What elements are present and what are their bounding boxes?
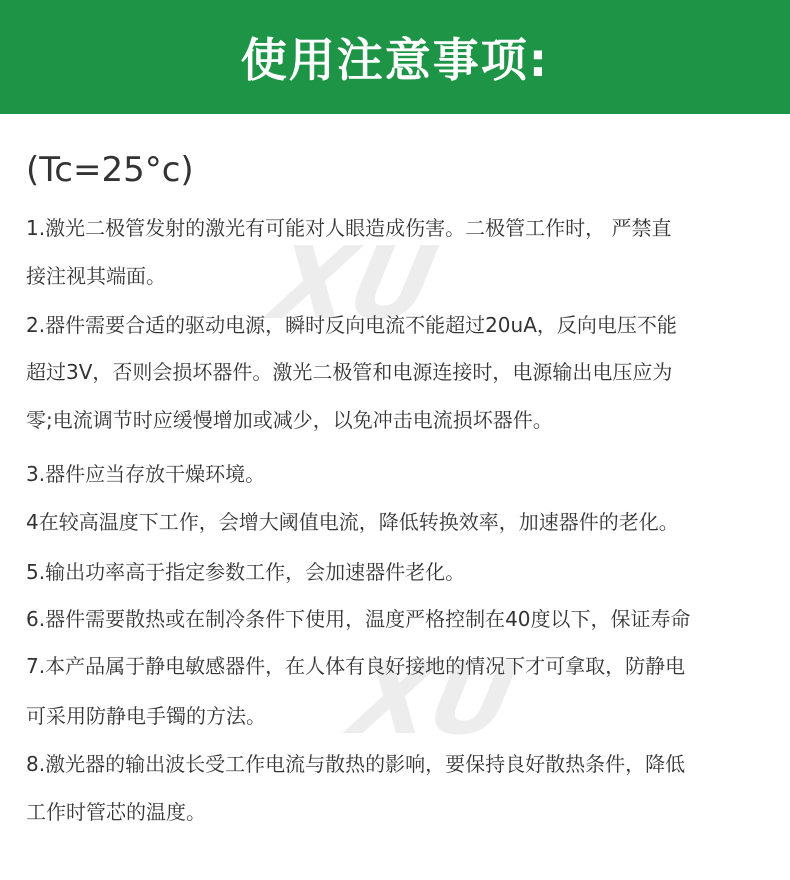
note-line: 1.激光二极管发射的激光有可能对人眼造成伤害。二极管工作时， 严禁直 <box>26 216 672 240</box>
note-line: 零;电流调节时应缓慢增加或减少，以免冲击电流损坏器件。 <box>26 408 553 432</box>
note-line: 5.输出功率高于指定参数工作，会加速器件老化。 <box>26 560 466 584</box>
note-line: 2.器件需要合适的驱动电源，瞬时反向电流不能超过20uA，反向电压不能 <box>26 313 677 337</box>
note-line: 8.激光器的输出波长受工作电流与散热的影响，要保持良好散热条件，降低 <box>26 752 686 776</box>
brand-watermark-logo: XU <box>342 640 526 757</box>
note-line: 工作时管芯的温度。 <box>26 800 206 824</box>
header-banner <box>0 0 790 114</box>
note-line: 7.本产品属于静电敏感器件，在人体有良好接地的情况下才可拿取，防静电 <box>26 654 686 678</box>
note-line: 可采用防静电手镯的方法。 <box>26 704 266 728</box>
note-line: 6.器件需要散热或在制冷条件下使用，温度严格控制在40度以下，保证寿命 <box>26 607 691 631</box>
note-line: 超过3V，否则会损坏器件。激光二极管和电源连接时，电源输出电压应为 <box>26 360 673 384</box>
page-title: 使用注意事项: <box>240 33 550 87</box>
brand-watermark-logo: XU <box>262 225 446 342</box>
note-line: 4在较高温度下工作，会增大阈值电流，降低转换效率，加速器件的老化。 <box>26 510 679 534</box>
test-condition: (Tc=25°c) <box>26 150 194 190</box>
note-line: 3.器件应当存放干燥环境。 <box>26 462 266 486</box>
note-line: 接注视其端面。 <box>26 264 166 288</box>
